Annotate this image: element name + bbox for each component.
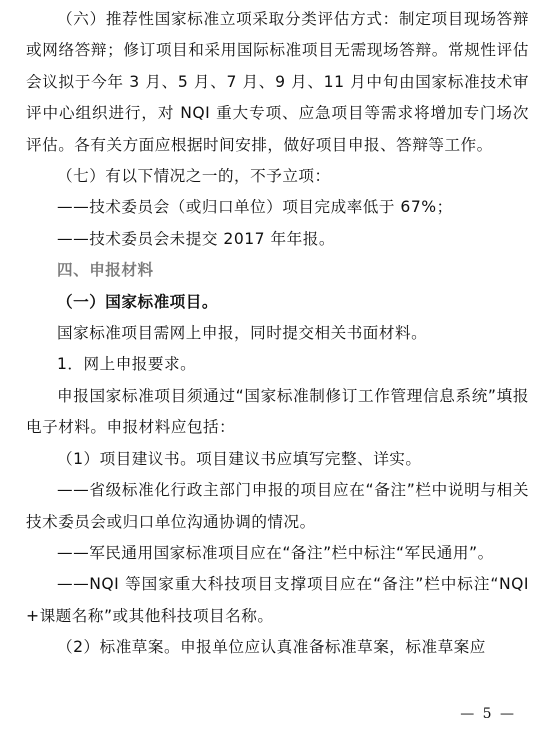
document-body	[26, 4, 529, 664]
paragraph-provincial-projects: ——省级标准化行政主部门申报的项目应在“备注”栏中说明与相关技术委员会或归口单位沟通协调的情况。	[26, 481, 529, 531]
paragraph-rejection-conditions: （七）有以下情况之一的，不予立项：	[57, 167, 331, 186]
paragraph-project-proposal: （1）项目建议书。项目建议书应填写完整、详实。	[57, 449, 422, 468]
subsection-heading-national-standard-projects: （一）国家标准项目。	[57, 292, 218, 311]
paragraph-military-civilian: ——军民通用国家标准项目应在“备注”栏中标注“军民通用”。	[57, 543, 494, 562]
paragraph-online-application: 国家标准项目需网上申报，同时提交相关书面材料。	[57, 324, 428, 343]
paragraph-standard-draft: （2）标准草案。申报单位应认真准备标准草案，标准草案应	[57, 638, 486, 657]
paragraph-nqi-projects: ——NQI 等国家重大科技项目支撑项目应在“备注”栏中标注“NQI+课题名称”或其他科技项目名称。	[26, 575, 529, 625]
paragraph-annual-report: ——技术委员会未提交 2017 年年报。	[57, 229, 335, 248]
paragraph-online-requirements: 1．网上申报要求。	[57, 355, 197, 374]
page-number: — 5 —	[460, 706, 516, 722]
paragraph-management-system: 申报国家标准项目须通过“国家标准制修订工作管理信息系统”填报电子材料。申报材料应包括：	[26, 386, 529, 437]
paragraph-evaluation-method: （六）推荐性国家标准立项采取分类评估方式：制定项目现场答辩或网络答辩；修订项目和采用国际标准项目无需现场答辩。常规性评估会议拟于今年 3 月、5 月、7 月、9 月、11 月中旬由国家标准技术审评中心组织进行，对 NQI 重大专项、应急项目等需求将增加专门场次评估。各有关方面应根据时间安排，做好项目申报、答辩等工作。	[26, 10, 529, 154]
paragraph-completion-rate: ——技术委员会（或归口单位）项目完成率低于 67%；	[57, 198, 453, 217]
section-heading-application-materials: 四、申报材料	[57, 261, 154, 280]
